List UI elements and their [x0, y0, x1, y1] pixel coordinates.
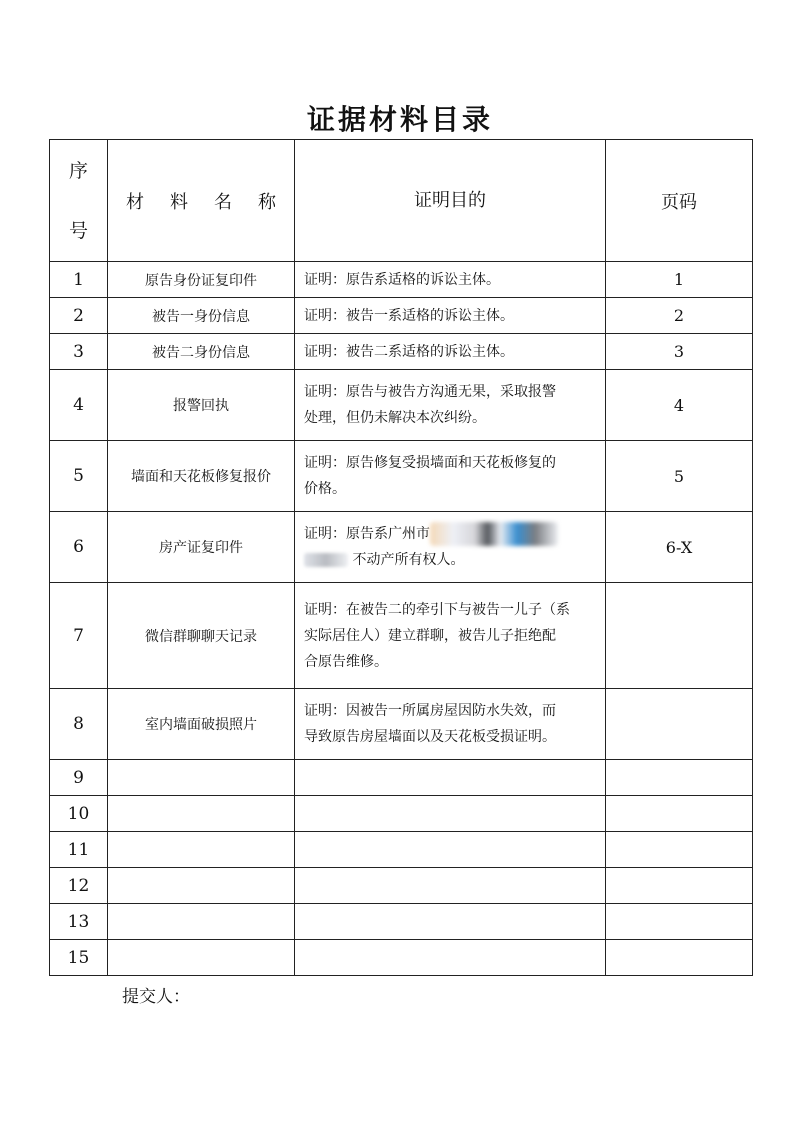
table-row: [50, 904, 753, 940]
row-number: 15: [50, 940, 108, 976]
row-purpose: [295, 796, 606, 832]
row-material-name: 微信群聊聊天记录: [108, 583, 295, 689]
table-row: [50, 334, 753, 370]
table-row: [50, 940, 753, 976]
row-page: [606, 583, 753, 689]
row-material-name: [108, 760, 295, 796]
row-number: 6: [50, 512, 108, 583]
table-row: [50, 689, 753, 760]
row-material-name: [108, 904, 295, 940]
row-page: [606, 760, 753, 796]
row-number: 11: [50, 832, 108, 868]
row-material-name: [108, 832, 295, 868]
redacted-address-continued: [304, 553, 348, 567]
row-page: 6-X: [606, 512, 753, 583]
row-number: 10: [50, 796, 108, 832]
header-serial-number: 序 号: [50, 140, 108, 262]
row-page: [606, 796, 753, 832]
row-page: [606, 832, 753, 868]
row-number: 8: [50, 689, 108, 760]
row-material-name: [108, 796, 295, 832]
table-row: [50, 760, 753, 796]
row-number: 4: [50, 370, 108, 441]
row-purpose: 证明：原告与被告方沟通无果，采取报警 处理，但仍未解决本次纠纷。: [295, 370, 606, 441]
table-row: [50, 796, 753, 832]
row-purpose: [295, 868, 606, 904]
row-purpose: 证明：原告系适格的诉讼主体。: [295, 262, 606, 298]
row-page: 5: [606, 441, 753, 512]
row-purpose: 证明：被告二系适格的诉讼主体。: [295, 334, 606, 370]
row-page: 1: [606, 262, 753, 298]
table-row: [50, 370, 753, 441]
submitter-label: 提交人：: [122, 987, 190, 1007]
row-material-name: 墙面和天花板修复报价: [108, 441, 295, 512]
row-purpose: 证明：因被告一所属房屋因防水失效，而 导致原告房屋墙面以及天花板受损证明。: [295, 689, 606, 760]
row-material-name: 原告身份证复印件: [108, 262, 295, 298]
row-number: 5: [50, 441, 108, 512]
table-row: [50, 832, 753, 868]
document-title: 证据材料目录: [306, 103, 493, 136]
table-row: [50, 262, 753, 298]
row-page: [606, 940, 753, 976]
table-header-row: [50, 140, 753, 262]
row-material-name: 被告一身份信息: [108, 298, 295, 334]
row-material-name: 被告二身份信息: [108, 334, 295, 370]
row-number: 9: [50, 760, 108, 796]
row-purpose: [295, 832, 606, 868]
row-page: 3: [606, 334, 753, 370]
row-number: 2: [50, 298, 108, 334]
table-row: [50, 298, 753, 334]
row-material-name: 报警回执: [108, 370, 295, 441]
header-material-name: 材 料 名 称: [108, 140, 295, 262]
row-page: [606, 904, 753, 940]
row-material-name: 房产证复印件: [108, 512, 295, 583]
table-row: [50, 583, 753, 689]
row-purpose: 证明：在被告二的牵引下与被告一儿子（系 实际居住人）建立群聊，被告儿子拒绝配 合原告维修。: [295, 583, 606, 689]
evidence-table: [49, 139, 753, 976]
row-number: 1: [50, 262, 108, 298]
header-page-number: 页码: [606, 140, 753, 262]
row-material-name: [108, 868, 295, 904]
redacted-address: [430, 522, 558, 546]
row-number: 7: [50, 583, 108, 689]
row-page: 4: [606, 370, 753, 441]
row-material-name: 室内墙面破损照片: [108, 689, 295, 760]
row-page: [606, 689, 753, 760]
table-row: [50, 441, 753, 512]
table-row: [50, 868, 753, 904]
row-purpose: [295, 760, 606, 796]
row-purpose: [295, 940, 606, 976]
row-number: 12: [50, 868, 108, 904]
row-purpose: 证明：原告修复受损墙面和天花板修复的 价格。: [295, 441, 606, 512]
row-material-name: [108, 940, 295, 976]
header-purpose: 证明目的: [295, 140, 606, 262]
row-purpose: 证明：原告系广州市 不动产所有权人。: [295, 512, 606, 583]
table-row: [50, 512, 753, 583]
row-purpose: [295, 904, 606, 940]
row-number: 3: [50, 334, 108, 370]
row-page: [606, 868, 753, 904]
row-number: 13: [50, 904, 108, 940]
row-purpose: 证明：被告一系适格的诉讼主体。: [295, 298, 606, 334]
row-page: 2: [606, 298, 753, 334]
